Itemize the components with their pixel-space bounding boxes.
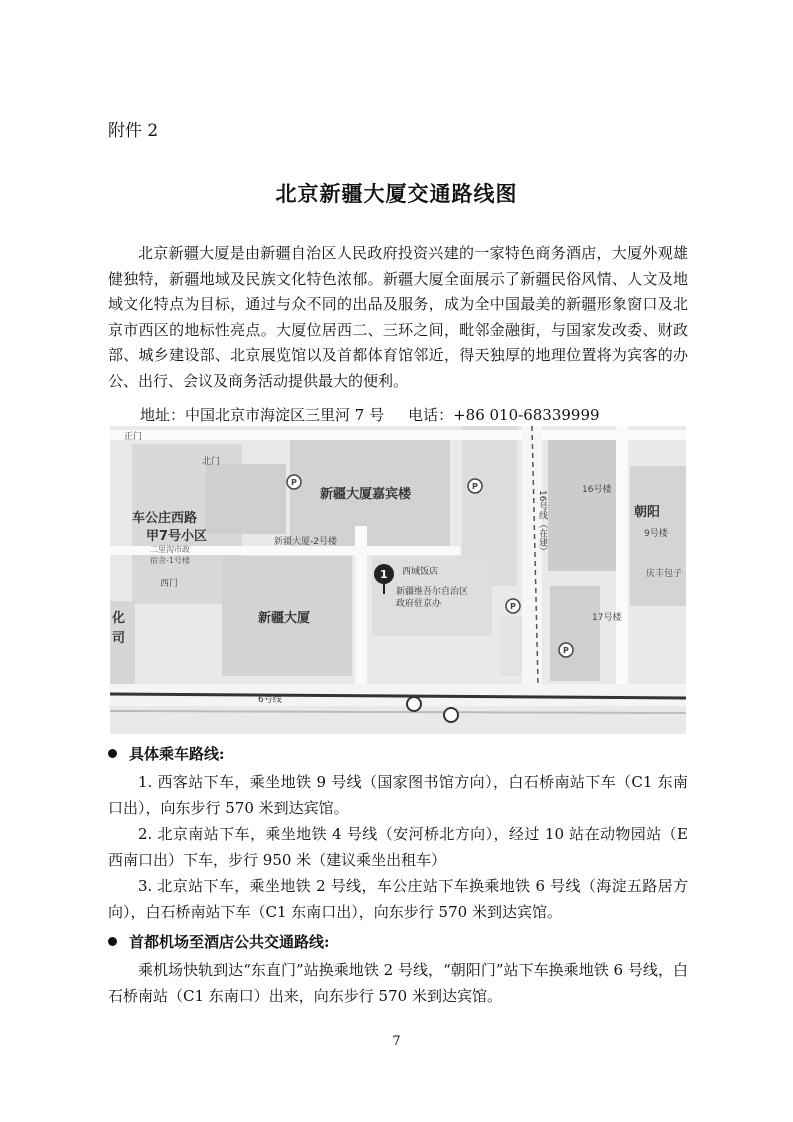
label-chaoyang: 朝阳	[634, 505, 661, 520]
intro-paragraph	[108, 241, 688, 394]
airport-route	[108, 957, 688, 1009]
address-line	[140, 404, 600, 425]
label-left-edge-1: 化	[112, 611, 126, 626]
label-beimen: 北门	[202, 457, 221, 467]
route-item: 乘机场快轨到达“东直门”站换乘地铁 2 号线，“朝阳门”站下车换乘地铁 6 号线，白石桥南站（C1 东南口）出来，向东步行 570 米到达宾馆。	[108, 961, 688, 1005]
bullet-icon	[108, 749, 117, 758]
label-office-2: 政府驻京办	[396, 599, 442, 609]
address-text: 地址：中国北京市海淀区三里河 7 号	[140, 406, 385, 424]
location-map	[110, 426, 686, 734]
label-chegongzhuang-1: 车公庄西路	[132, 511, 198, 526]
subway-station-icon	[407, 697, 421, 711]
bus-station-icon	[444, 708, 458, 722]
label-building2: 新疆大厦-2号楼	[274, 537, 337, 547]
section-heading-routes	[108, 743, 225, 764]
map-block	[550, 586, 600, 681]
parking-letter: P	[291, 478, 297, 487]
route-item: 3. 北京站下车，乘坐地铁 2 号线，车公庄站下车换乘地铁 6 号线（海淀五路居方向），白石桥南站下车（C1 东南口出），向东步行 570 米到达宾馆。	[108, 877, 688, 921]
section-heading-text: 首都机场至酒店公共交通路线:	[129, 933, 330, 951]
section-heading-airport	[108, 931, 330, 952]
route-list	[108, 769, 688, 925]
page-number: 7	[392, 1034, 401, 1049]
label-office-1: 新疆维吾尔自治区	[396, 587, 469, 597]
label-chegongzhuang-2: 甲7号小区	[146, 529, 208, 544]
parking-letter: P	[510, 602, 516, 611]
parking-letter: P	[563, 646, 569, 655]
map-block	[206, 464, 286, 534]
label-line16: 16号线（在建）	[537, 490, 547, 556]
label-main-building: 新疆大厦	[258, 611, 311, 626]
label-ximen: 西门	[160, 579, 179, 589]
page-title: 北京新疆大厦交通路线图	[275, 182, 518, 206]
phone-text: 电话：+86 010-68339999	[408, 406, 600, 424]
label-qingfeng: 庆丰包子	[646, 569, 683, 579]
route-item: 2. 北京南站下车，乘坐地铁 4 号线（安河桥北方向），经过 10 站在动物园站（E 西南口出）下车，步行 950 米（建议乘坐出租车）	[108, 825, 688, 869]
label-xiyu: 西域饭店	[402, 567, 439, 577]
label-erli-2: 宿舍-1号楼	[150, 556, 190, 565]
intro-text: 北京新疆大厦是由新疆自治区人民政府投资兴建的一家特色商务酒店，大厦外观雄健独特，新疆地域及民族文化特色浓郁。新疆大厦全面展示了新疆民俗风情、人文及地域文化特点为目标，通过与众不同的出品及服务，成为全中国最美的新疆形象窗口及北京市西区的地标性亮点。大厦位居西二、三环之间，毗邻金融街，与国家发改委、财政部、城乡建设部、北京展览馆以及首都体育馆邻近，得天独厚的地理位置将为宾客的办公、出行、会议及商务活动提供最大的便利。	[108, 244, 688, 390]
label-bldg16: 16号楼	[582, 485, 612, 495]
label-erli-1: 二里沟市政	[150, 545, 190, 554]
annex-label: 附件 2	[108, 121, 159, 141]
label-bldg9: 9号楼	[644, 529, 668, 539]
parking-letter: P	[472, 482, 478, 491]
label-line6: 6号线	[258, 695, 282, 705]
map-road	[355, 526, 367, 696]
map-road	[110, 430, 686, 440]
label-zhengmen: 正门	[124, 432, 143, 442]
marker-number: 1	[380, 568, 388, 581]
route-item: 1. 西客站下车，乘坐地铁 9 号线（国家图书馆方向），白石桥南站下车（C1 东南口出），向东步行 570 米到达宾馆。	[108, 773, 688, 817]
label-bldg17: 17号楼	[592, 613, 622, 623]
section-heading-text: 具体乘车路线:	[129, 745, 225, 763]
label-left-edge-2: 司	[112, 631, 126, 646]
map-block	[548, 436, 618, 571]
map-road	[616, 426, 628, 684]
map-graphic	[110, 426, 686, 734]
map-road-edge	[110, 711, 686, 713]
label-guesthouse: 新疆大厦嘉宾楼	[320, 487, 412, 502]
bullet-icon	[108, 937, 117, 946]
